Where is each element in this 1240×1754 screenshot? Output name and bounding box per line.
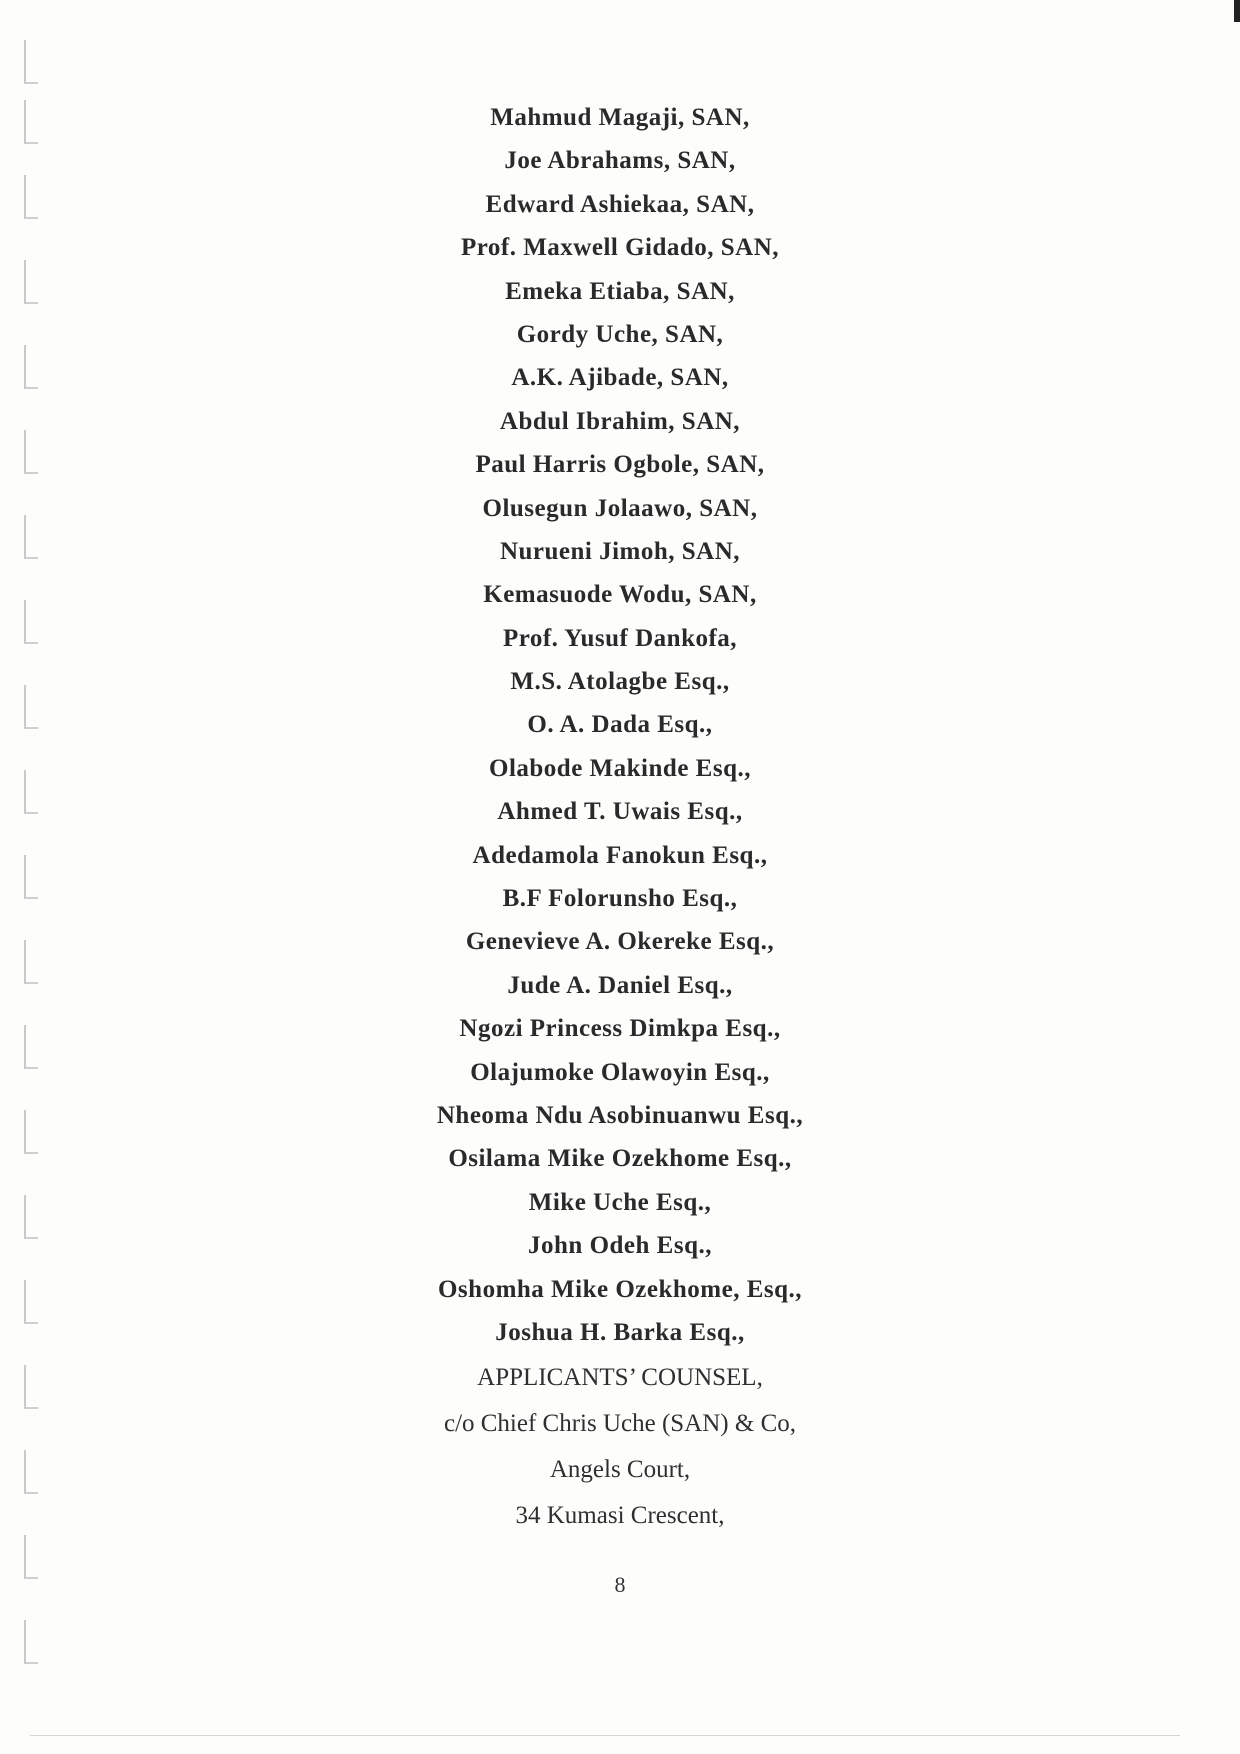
scan-edge-line bbox=[30, 1735, 1180, 1736]
counsel-name: Prof. Maxwell Gidado, SAN, bbox=[460, 234, 780, 262]
counsel-name: Joshua H. Barka Esq., bbox=[495, 1318, 745, 1346]
counsel-list bbox=[0, 96, 1240, 1354]
counsel-name: B.F Folorunsho Esq., bbox=[502, 885, 738, 913]
counsel-name: Genevieve A. Okereke Esq., bbox=[465, 928, 775, 956]
counsel-name: Emeka Etiaba, SAN, bbox=[505, 277, 735, 305]
counsel-name: Gordy Uche, SAN, bbox=[516, 320, 724, 348]
scan-edge-mark bbox=[1234, 0, 1240, 22]
counsel-name: Ngozi Princess Dimkpa Esq., bbox=[459, 1015, 781, 1043]
counsel-name: Abdul Ibrahim, SAN, bbox=[499, 407, 741, 435]
care-of-line: c/o Chief Chris Uche (SAN) & Co, bbox=[443, 1410, 797, 1437]
binding-mark bbox=[24, 40, 38, 84]
counsel-name: Oshomha Mike Ozekhome, Esq., bbox=[437, 1275, 803, 1303]
counsel-name: Prof. Yusuf Dankofa, bbox=[502, 624, 738, 652]
binding-mark bbox=[24, 1620, 38, 1664]
counsel-name: Nurueni Jimoh, SAN, bbox=[499, 537, 741, 565]
counsel-address-block bbox=[0, 1355, 1240, 1539]
counsel-name: Ahmed T. Uwais Esq., bbox=[497, 798, 743, 826]
counsel-name: M.S. Atolagbe Esq., bbox=[510, 668, 730, 696]
counsel-name: Osilama Mike Ozekhome Esq., bbox=[448, 1145, 792, 1173]
street-line: 34 Kumasi Crescent, bbox=[515, 1502, 725, 1529]
counsel-name: Olajumoke Olawoyin Esq., bbox=[470, 1058, 770, 1086]
counsel-role: APPLICANTS’ COUNSEL, bbox=[477, 1364, 763, 1391]
counsel-name: Kemasuode Wodu, SAN, bbox=[483, 581, 757, 609]
counsel-name: Nheoma Ndu Asobinuanwu Esq., bbox=[436, 1101, 804, 1129]
counsel-name: Olabode Makinde Esq., bbox=[489, 754, 751, 782]
page-number: 8 bbox=[614, 1572, 626, 1597]
counsel-name: Joe Abrahams, SAN, bbox=[504, 147, 736, 175]
counsel-name: Paul Harris Ogbole, SAN, bbox=[475, 451, 765, 479]
counsel-name: John Odeh Esq., bbox=[528, 1232, 712, 1260]
building-line: Angels Court, bbox=[549, 1456, 691, 1483]
counsel-name: Mike Uche Esq., bbox=[528, 1188, 712, 1216]
counsel-name: Adedamola Fanokun Esq., bbox=[472, 841, 768, 869]
counsel-name: Mahmud Magaji, SAN, bbox=[490, 104, 750, 131]
counsel-name: Olusegun Jolaawo, SAN, bbox=[482, 494, 758, 522]
counsel-name: A.K. Ajibade, SAN, bbox=[511, 364, 729, 392]
counsel-name: Jude A. Daniel Esq., bbox=[507, 971, 733, 999]
counsel-name: O. A. Dada Esq., bbox=[527, 711, 713, 739]
counsel-name: Edward Ashiekaa, SAN, bbox=[485, 190, 755, 218]
